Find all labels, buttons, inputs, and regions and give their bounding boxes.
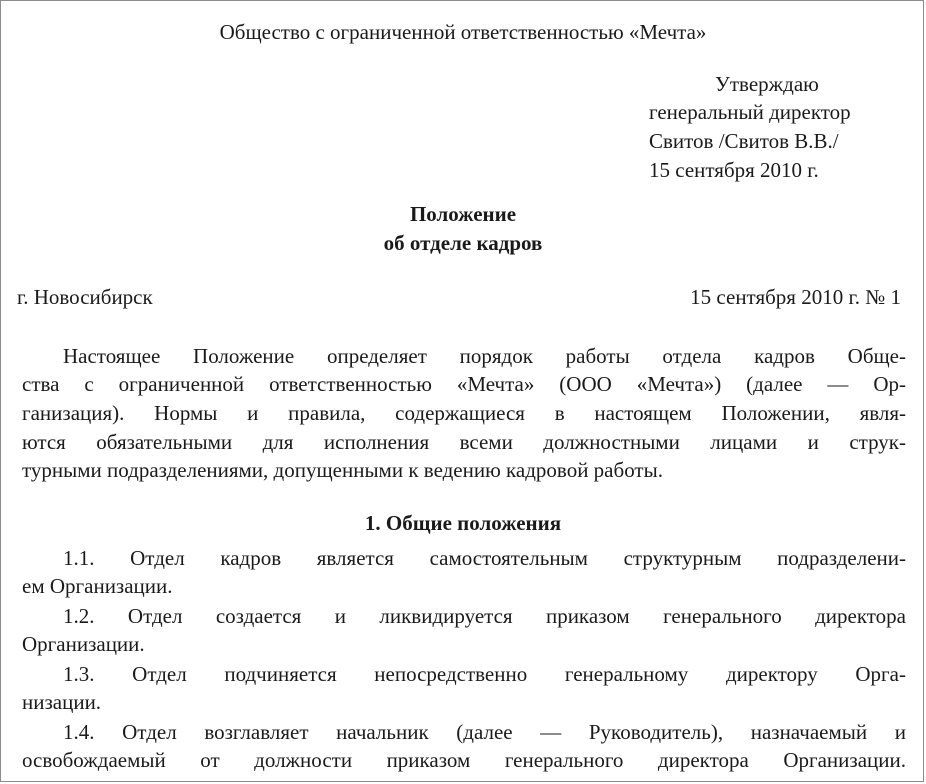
list-item: 1.3. Отдел подчиняется непосредственно генеральному директору Орга- [63,662,906,686]
document-title-line-2: об отделе кадров [383,231,543,255]
list-item: ем Организации. [22,574,173,598]
section-heading: 1. Общие положения [364,511,562,535]
organization-name: Общество с ограниченной ответственностью «Мечта» [219,20,707,44]
intro-line: ются обязательными для исполнения всеми должностными лицами и струк- [22,430,906,454]
approval-line-1: Утверждаю [715,72,819,96]
list-item: 1.4. Отдел возглавляет начальник (далее — Руководитель), назначаемый и [63,720,906,744]
intro-line: ства с ограниченной ответственностью «Мечта» (ООО «Мечта») (далее — Ор- [22,372,906,396]
approval-line-4: 15 сентября 2010 г. [649,158,819,182]
document-title-line-1: Положение [409,202,517,226]
intro-line: Настоящее Положение определяет порядок работы отдела кадров Обще- [63,344,906,368]
city: г. Новосибирск [17,285,153,309]
list-item: 1.1. Отдел кадров является самостоятельным структурным подразделени- [63,546,906,570]
intro-line: ганизация). Нормы и правила, содержащиеся в настоящем Положении, явля- [22,401,906,425]
approval-line-3: Свитов /Свитов В.В./ [649,129,839,153]
approval-line-2: генеральный директор [649,100,851,124]
date-number: 15 сентября 2010 г. № 1 [690,285,901,309]
intro-line: турными подразделениями, допущенными к ведению кадровой работы. [22,458,663,482]
list-item: освобождаемый от должности приказом генерального директора Организации. [22,748,906,772]
list-item: 1.2. Отдел создается и ликвидируется приказом генерального директора [63,604,906,628]
list-item: низации. [22,690,102,714]
list-item: Организации. [22,632,145,656]
